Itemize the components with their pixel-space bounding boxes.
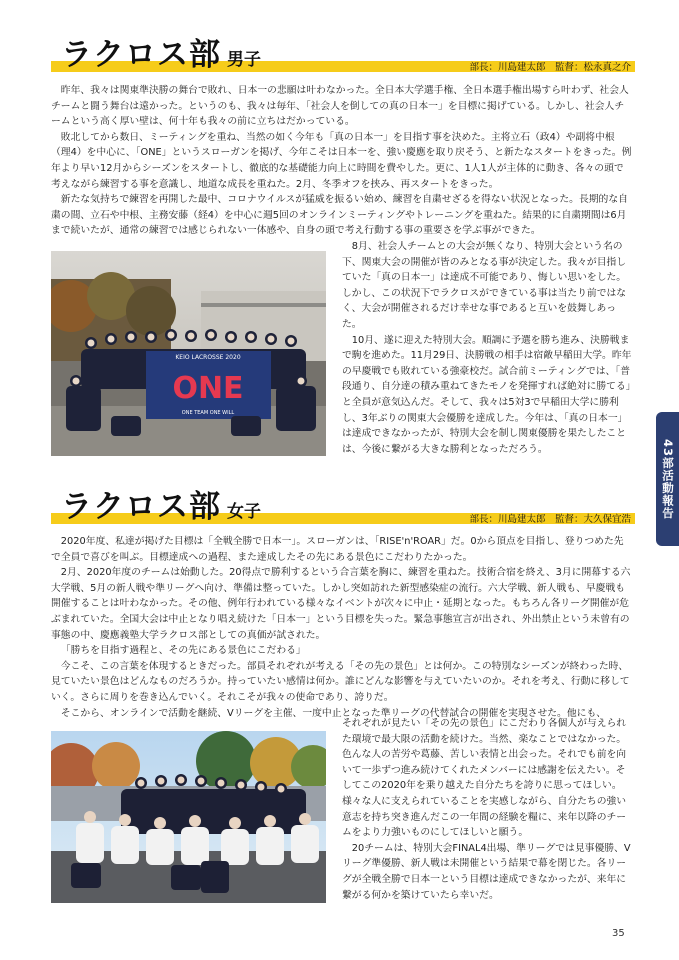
- women-section-header: [51, 486, 635, 530]
- women-team-photo: [51, 731, 326, 903]
- paragraph: 昨年、我々は関東準決勝の舞台で敗れ、日本一の悲願は叶わなかった。全日本大学選手権、全日本選手権出場すら叶わず、社会人チームと闘う舞台は遠かった。というのも、我々は毎年、「社会人を倒しての真の日本一」を目標に掲げている。しかし、社会人チームという高く厚い壁は、何十年も我々の前に立ちはだかっている。: [51, 85, 629, 128]
- banner-main-text: ONE: [172, 371, 244, 406]
- women-subtitle: 女子: [227, 502, 261, 522]
- paragraph: そこから、オンラインで活動を継続、Vリーグを主催、一度中止となった準リーグの代替試合の開催を実現させた。他にも、: [60, 707, 607, 719]
- paragraph: 2月、2020年度のチームは始動した。20得点で勝利するという合言葉を胸に、練習を重ねた。技術合宿を終え、3月に開幕する六大学戦、5月の新人戦や準リーグへ向け、準備は整っていた。しかし突如訪れた新型感染症の流行。六大学戦、新人戦も、早慶戦も開催することは叶わなかった。その他、例年行われている様々なイベントが次々に中止・延期となった。もちろん各リーグ開催が危ぶまれていた。全国大会は中止となり唱え続けた「日本一」という目標を失った。緊急事態宣言が出され、外出禁止という未曾有の事態の中、慶應義塾大学ラクロス部としての真価が試された。: [51, 567, 631, 641]
- team-photo-image: [51, 731, 326, 903]
- men-body-text: [51, 83, 633, 239]
- paragraph: それぞれが見たい「その先の景色」にこだわり各個人が与えられた環境で最大限の活動を続けた。当然、楽なことではなかった。色んな人の苦労や葛藤、苦しい表情と出会った。それでも前を向いて一歩ずつ進み続けてくれたメンバーには感謝を伝えたい。そしてこの2020年を乗り越えた自分たちを誇りに思ってほしい。様々な人に支えられていることを実感しながら、自分たちの強い意志を持ち突き進んだこの一年間の経験を糧に、来年以降のチームをより力強いものにしてほしいと願う。: [342, 718, 627, 839]
- women-leaders: 部長：川島建太郎 監督：大久保宜浩: [469, 514, 631, 525]
- paragraph: 新たな気持ちで練習を再開した最中、コロナウイルスが猛威を振るい始め、練習を自粛せざるを得ない状況となった。長期的な自粛の間、立石や中根、主務安藤（経4）を中心に週5回のオンラインミーティングやトレーニングを重ねた。結果的に自粛期間は6月まで続いたが、通常の練習では感じられない一体感や、自身の頭で考え行動する事の重要さを学ぶ事ができた。: [51, 194, 628, 237]
- paragraph: 「勝ちを目指す過程と、その先にある景色にこだわる」: [60, 645, 306, 657]
- page-number: 35: [612, 928, 625, 939]
- section-side-tab: 43部活動報告: [656, 412, 679, 546]
- paragraph: 8月、社会人チームとの大会が無くなり、特別大会という名の下、関東大会の開催が皆のみとなる事が決定した。我々が目指していた「真の日本一」は達成不可能であり、悔しい思いをした。しかし、この状況下でラクロスができている事は当たり前ではなく、大会が開催されるだけ幸せな事であると互いを鼓舞しあった。: [342, 241, 627, 330]
- men-leaders: 部長：川島建太郎 監督：松永真之介: [469, 62, 631, 73]
- paragraph: 今こそ、この言葉を体現するときだった。部員それぞれが考える「その先の景色」とは何か。この特別なシーズンが終わった時、見ていたい景色はどんなものだろうか。持っていたい感情は何か。誰にどんな影響を与えていたいのか。それを考え、行動に移していく。さらに周りを巻き込んでいく。それこそが我々の使命であり、誇りだ。: [51, 660, 630, 703]
- banner-bottom-text: ONE TEAM ONE WILL: [181, 410, 235, 416]
- women-right-text: [342, 716, 633, 903]
- team-photo-image: [51, 251, 326, 456]
- paragraph: 2020年度、私達が掲げた目標は「全戦全勝で日本一」。スローガンは、「RISE'n'ROAR」だ。0から頂点を目指し、登りつめた先で全員で喜びを叫ぶ。目標達成への過程、また達成したその先にある景色にこだわりたかった。: [51, 536, 624, 563]
- men-section-title: ラクロス部 男子: [61, 37, 261, 73]
- men-right-text: [342, 239, 633, 457]
- paragraph: 20チームは、特別大会FINAL4出場、準リーグでは見事優勝、Vリーグ準優勝、新人戦は未開催という結果で幕を閉じた。各リーグが全戦全勝で日本一という目標は達成できなかったが、来年に繋がる何かを築けていたら幸いだ。: [342, 842, 631, 901]
- paragraph: 10月、遂に迎えた特別大会。順調に予選を勝ち進み、決勝戦まで駒を進めた。11月29日、決勝戦の相手は宿敵早稲田大学。昨年の早慶戦でも敗れている強豪校だ。試合前ミーティングでは、「普段通り、自分達の積み重ねてきたモノを発揮すれば絶対に勝てる」と全員が意気込んだ。そして、我々は5対3で早稲田大学に勝利し、3年ぶりの関東大会優勝を達成した。今年は、「真の日本一」は達成できなかったが、特別大会を制し関東優勝を果たしたことは、今後に繋がる大きな勝利となっただろう。: [342, 334, 632, 455]
- women-body-text: [51, 534, 633, 721]
- banner-top-text: KEIO LACROSSE 2020: [175, 354, 241, 361]
- men-subtitle: 男子: [227, 50, 261, 70]
- women-section-title: ラクロス部 女子: [61, 489, 261, 525]
- men-section-header: [51, 34, 635, 78]
- men-team-photo: [51, 251, 326, 456]
- paragraph: 敗北してから数日、ミーティングを重ね、当然の如く今年も「真の日本一」を目指す事を決めた。主将立石（政4）や副将中根（理4）を中心に、「ONE」というスローガンを掲げ、今年こそは日本一を、強い慶應を取り戻そう、と新たなスタートをきった。例年より早い12月からシーズンをスタートし、徹底的な基礎能力向上に時間を費やした。更に、1人1人が主体的に動き、各々の頭で考えながら練習する事を意識し、地道な成長を重ねた。2月、冬季オフを挟み、再スタートをきった。: [51, 131, 632, 190]
